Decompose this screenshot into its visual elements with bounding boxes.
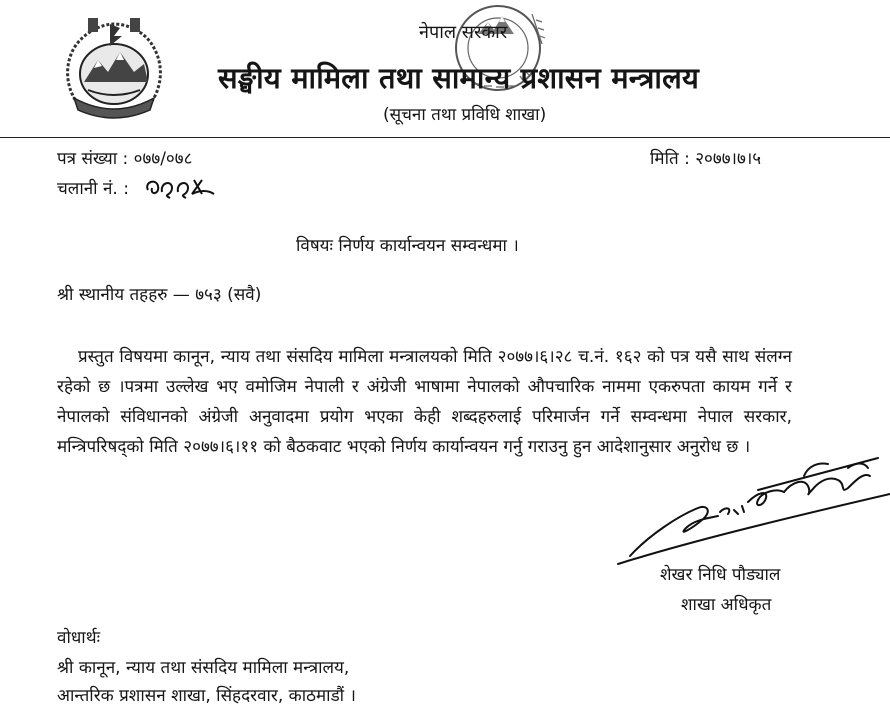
cc-line: आन्तरिक प्रशासन शाखा, सिंहदरवार, काठमाडौं ।: [57, 686, 356, 706]
letter-body: प्रस्तुत विषयमा कानून, न्याय तथा संसदिय मामिला मन्त्रालयको मिति २०७७।६।२८ च.नं. १६२ को पत्र यसै साथ संलग्न रहेको छ ।पत्रमा उल्लेख भए वमोजिम नेपाली र अंग्रेजी भाषामा नेपालको औपचारिक नाममा एकरुपता कायम गर्ने र नेपालको संविधानको अंग्रेजी अनुवादमा प्रयोग भएका केही शब्दहरुलाई परिमार्जन गर्ने सम्वन्धमा नेपाल सरकार, मन्त्रिपरिषद्को मिति २०७७।६।११ को बैठकवाट भएको निर्णय कार्यान्वयन गर्नु गराउनु हुन आदेशानुसार अनुरोध छ ।: [57, 347, 792, 457]
signatory-title: शाखा अधिकृत: [681, 595, 772, 615]
branch-name: (सूचना तथा प्रविधि शाखा): [383, 105, 547, 125]
header-divider: [0, 137, 890, 138]
dispatch-number-label: चलानी नं. :: [57, 179, 129, 199]
dispatch-number-handwritten: [142, 168, 222, 202]
nepal-emblem-icon: [58, 16, 170, 120]
handwritten-signature: [608, 432, 890, 572]
letter-number: पत्र संख्या : ०७७/०७८: [57, 149, 193, 169]
addressee: श्री स्थानीय तहहरु — ७५३ (सवै): [57, 285, 262, 305]
signatory-name: शेखर निधि पौड्याल: [660, 565, 781, 585]
subject-line: विषयः निर्णय कार्यान्वयन सम्वन्धमा ।: [296, 236, 519, 256]
cc-line: श्री कानून, न्याय तथा संसदिय मामिला मन्त्रालय,: [57, 658, 350, 678]
ministry-name: सङ्घीय मामिला तथा सामान्य प्रशासन मन्त्रालय: [218, 61, 699, 95]
letter-date: मिति : २०७७।७।५: [650, 149, 762, 169]
cc-heading: वोधार्थः: [57, 628, 101, 648]
government-title: नेपाल सरकार: [419, 22, 508, 43]
